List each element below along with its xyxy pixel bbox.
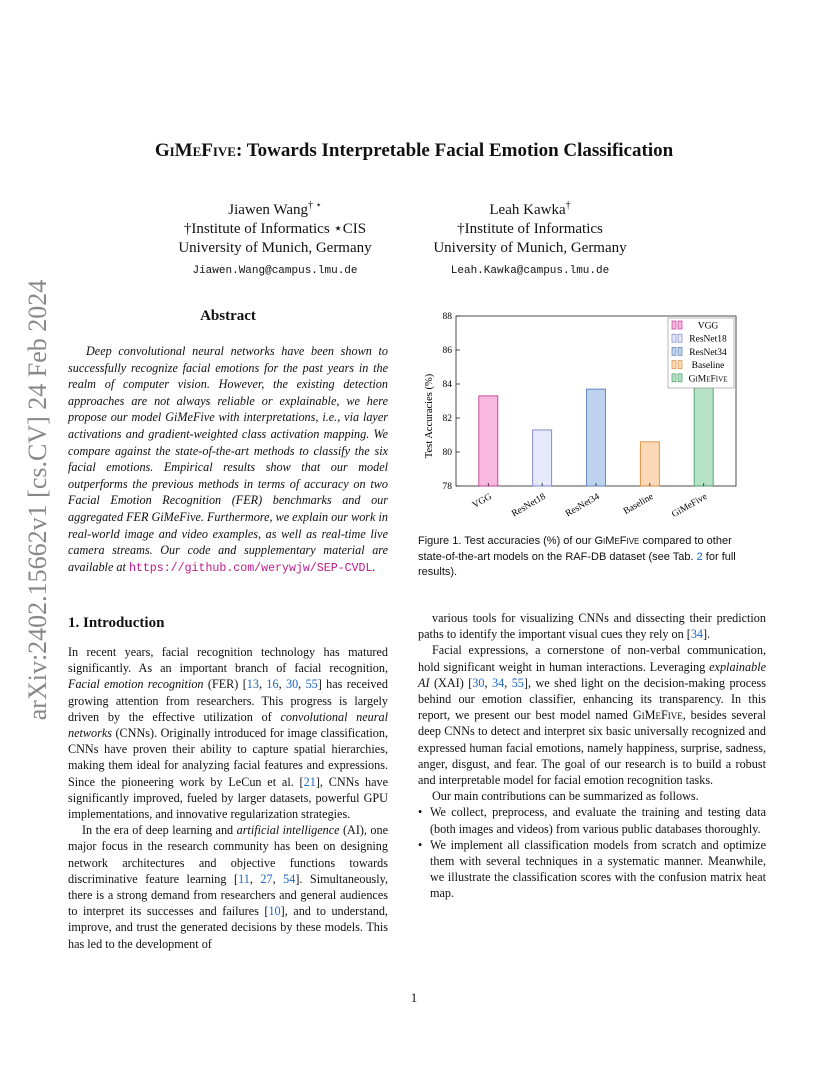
legend-swatch [678, 361, 682, 369]
section-heading-introduction: 1. Introduction [68, 615, 165, 631]
legend-swatch [672, 347, 676, 355]
citation-link[interactable]: 55 [305, 677, 318, 692]
x-tick-label: ResNet34 [564, 491, 602, 520]
title-rest: : Towards Interpretable Facial Emotion Classification [235, 140, 674, 161]
x-tick-label: ResNet18 [510, 491, 548, 520]
paragraph: various tools for visualizing CNNs and dissecting their prediction paths to identify the important visual cues they rely on [34]. [418, 611, 766, 642]
author-block-1 [130, 196, 420, 281]
contribution-list [418, 804, 766, 901]
citation-link[interactable]: 55 [511, 675, 524, 690]
y-tick-label: 86 [442, 346, 452, 356]
legend-label: GiMeFive [688, 374, 728, 385]
abstract-body: Deep convolutional neural networks have been shown to successfully recognize facial emotions for the past years in the realm of computer vision. However, the existing detection approaches are not always reliable or explainable, we here propose our model GiMeFive with interpretations, i.e., via layer activations and gradient-weighted class activation mapping. We compare against the state-of-the-art methods to classify the six facial emotions. Empirical results show that our model outperforms the previous methods in terms of accuracy on two Facial Emotion Recognition (FER) benchmarks and our aggregated FER GiMeFive. Furthermore, we explain our work in real-world image and video examples, as well as real-time live camera streams. Our code and supplementary material are available at https://github.com/werywjw/SEP-CVDL. [68, 344, 388, 575]
paragraph: In the era of deep learning and artificial intelligence (AI), one major focus in the research community has been on designing network architectures and objective functions towards discriminative feature learning [11, 27, 54]. Simultaneously, there is a strong demand from researchers and general audiences to interpret its successes and failures [10], and to understand, improve, and trust the generated decisions by these models. This has led to the development of [68, 823, 389, 951]
y-tick-label: 88 [442, 312, 452, 322]
author-marks: † ⋆ [307, 200, 322, 211]
code-link[interactable]: https://github.com/werywjw/SEP-CVDL [128, 561, 373, 575]
left-column-text [68, 644, 388, 952]
legend-label: ResNet18 [689, 334, 727, 345]
author-email: Jiawen.Wang@campus.lmu.de [192, 265, 358, 277]
legend-swatch [678, 334, 682, 342]
y-tick-label: 82 [442, 414, 452, 424]
list-item: • We collect, preprocess, and evaluate the training and testing data (both images and videos) from various public databases thoroughly. [430, 804, 766, 836]
bar-resnet18 [533, 430, 552, 486]
citation-link[interactable]: 16 [266, 677, 279, 692]
citation-link[interactable]: 11 [238, 871, 250, 886]
title-model-name: GiMeFive [154, 140, 236, 161]
abstract-text: Deep convolutional neural networks have been shown to successfully recognize facial emotions for the past years in the realm of computer vision. However, the existing detection approaches are not always reliable or explainable, we here propose our model GiMeFive with interpretations, i.e., via layer activations and gradient-weighted class activation mapping. We compare against the state-of-the-art methods to classify the six facial emotions. Empirical results show that our model outperforms the previous methods in terms of accuracy on two Facial Emotion Recognition (FER) benchmarks and our aggregated FER GiMeFive. Furthermore, we explain our work in real-world image and video examples, as well as real-time live camera streams. Our code and supplementary material are available at [68, 344, 388, 574]
right-column-text [418, 610, 766, 902]
x-tick-label: GiMeFive [670, 491, 710, 521]
legend-swatch [672, 334, 676, 342]
y-tick-label: 78 [442, 482, 452, 492]
paragraph: Our main contributions can be summarized as follows. [432, 789, 699, 804]
paragraph: In recent years, facial recognition technology has matured significantly. As an important branch of facial recognition, Facial emotion recognition (FER) [13, 16, 30, 55] has received growing attention from researchers. This progress is largely driven by the effective utilization of convolutional neural networks (CNNs). Originally introduced for image classification, CNNs have proven their ability to capture spatial hierarchies, making them ideal for analyzing facial features and expressions. Since the pioneering work by LeCun et al. [21], CNNs have significantly improved, fueled by larger datasets, powerful GPU implementations, and innovative regularization strategies. [68, 645, 389, 822]
arxiv-identifier: arXiv:2402.15662v1 [cs.CV] 24 Feb 2024 [23, 279, 52, 721]
author-affiliation: †Institute of Informatics [457, 221, 603, 237]
legend-swatch [678, 347, 682, 355]
legend-swatch [678, 374, 682, 382]
bar-baseline [640, 442, 659, 486]
legend-swatch [672, 374, 676, 382]
citation-link[interactable]: 54 [283, 871, 296, 886]
author-email: Leah.Kawka@campus.lmu.de [450, 265, 610, 277]
author-marks: † [565, 200, 571, 211]
bar-vgg [479, 396, 498, 486]
legend-swatch [678, 321, 682, 329]
y-tick-label: 80 [442, 448, 452, 458]
legend-swatch [672, 321, 676, 329]
citation-link[interactable]: 10 [268, 904, 281, 919]
legend-label: ResNet34 [689, 347, 727, 358]
y-tick-label: 84 [442, 380, 452, 390]
page-number: 1 [410, 990, 418, 1005]
legend-label: VGG [697, 321, 719, 332]
legend-swatch [672, 361, 676, 369]
author-university: University of Munich, Germany [178, 240, 372, 256]
list-item: • We implement all classification models from scratch and optimize them with several techniques in a systematic manner. Meanwhile, we illustrate the classification scores with the confusion matrix heat map. [430, 837, 766, 902]
citation-link[interactable]: 34 [690, 627, 703, 642]
author-university: University of Munich, Germany [433, 240, 627, 256]
chart-legend [668, 318, 734, 388]
author-name: Jiawen Wang [228, 202, 308, 218]
author-affiliation: †Institute of Informatics ⋆CIS [183, 221, 367, 237]
figure-caption: Figure 1. Test accuracies (%) of our GiMeFive compared to other state-of-the-art models on the RAF-DB dataset (see Tab. 2 for full results). [418, 535, 736, 578]
abstract-heading: Abstract [200, 308, 256, 324]
x-tick-label: VGG [470, 491, 494, 511]
citation-link[interactable]: 21 [303, 774, 316, 789]
author-name: Leah Kawka [489, 202, 566, 218]
citation-link[interactable]: 30 [472, 675, 485, 690]
citation-link[interactable]: 34 [492, 675, 505, 690]
arxiv-sidebar [18, 279, 58, 721]
table-reference-link[interactable]: 2 [696, 550, 703, 563]
x-tick-label: Baseline [622, 491, 656, 517]
bar-resnet34 [587, 389, 606, 486]
author-block-2 [395, 196, 665, 281]
citation-link[interactable]: 27 [260, 871, 273, 886]
citation-link[interactable]: 13 [246, 677, 259, 692]
y-axis-label: Test Accuracies (%) [424, 373, 435, 459]
paragraph: Facial expressions, a cornerstone of non-verbal communication, hold significant weight in human interactions. Leveraging explainable AI (XAI) [30, 34, 55], we shed light on the decision-making process behind our emotion classifier, enhancing its transparency. In this report, we present our best model named GiMeFive, besides several deep CNNs to detect and interpret six basic universally recognized and expressed human facial emotions, namely happiness, surprise, sadness, anger, disgust, and fear. The goal of our research is to build a robust and interpretable model for facial emotion recognition tasks. [418, 643, 767, 788]
paper-title [0, 140, 828, 162]
accuracy-bar-chart [418, 308, 752, 530]
legend-label: Baseline [691, 361, 725, 372]
citation-link[interactable]: 30 [285, 677, 299, 692]
